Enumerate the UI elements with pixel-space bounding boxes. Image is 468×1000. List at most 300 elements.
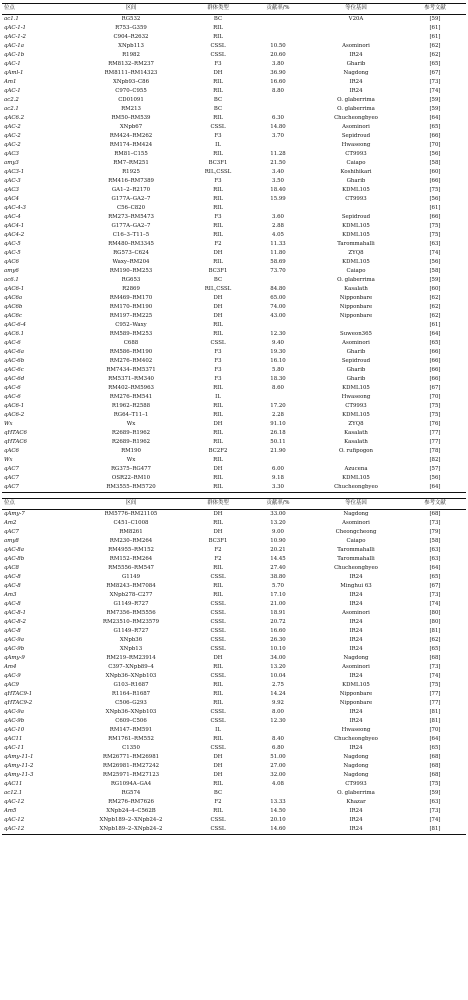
cell-allele: Azucena — [344, 465, 368, 472]
cell-locus: qAC11 — [4, 735, 23, 742]
cell-locus: qHTAC6 — [4, 438, 27, 445]
cell-population-type: RIL — [213, 429, 223, 436]
cell-allele: Hwaseong — [341, 726, 371, 733]
cell-allele: Sepidroud — [341, 213, 371, 220]
table-body — [2, 15, 466, 493]
cell-interval: RM152–RM264 — [109, 555, 153, 562]
cell-interval: OSR22–RM10 — [111, 474, 151, 481]
cell-population-type: DH — [213, 249, 223, 256]
table-row — [2, 564, 466, 573]
table-row — [2, 762, 466, 771]
cell-reference: [74] — [429, 600, 441, 607]
cell-locus: qAC-6 — [4, 384, 21, 391]
cell-interval: R2689–R1962 — [111, 429, 151, 436]
table-row — [2, 159, 466, 168]
cell-interval: XNpb36–XNpb103 — [105, 672, 157, 679]
cell-interval: XNpb36 — [119, 636, 143, 643]
cell-population-type: CSSL — [210, 708, 226, 715]
cell-contribution-rate: 9.40 — [271, 339, 284, 346]
cell-locus: qAC-5 — [4, 249, 21, 256]
cell-locus: qAC-2 — [4, 141, 21, 148]
cell-allele: Caiapo — [346, 537, 366, 544]
cell-locus: qAC-9b — [4, 717, 25, 724]
cell-population-type: F3 — [214, 348, 222, 355]
cell-interval: RG64–T11–1 — [113, 411, 149, 418]
qtl-table-part-1 — [2, 3, 466, 493]
cell-allele: Gharib — [346, 366, 366, 373]
cell-locus: qAC-6c — [4, 366, 24, 373]
cell-locus: qAC6a — [4, 294, 23, 301]
cell-population-type: RIL — [213, 663, 223, 670]
table-row — [2, 780, 466, 789]
table-row — [2, 519, 466, 528]
cell-interval: R1982 — [122, 51, 140, 58]
table-row — [2, 555, 466, 564]
cell-contribution-rate — [248, 276, 308, 285]
cell-interval: C904–R2632 — [113, 33, 149, 40]
cell-reference: [75] — [429, 402, 441, 409]
cell-contribution-rate: 9.92 — [271, 699, 284, 706]
cell-population-type: F3 — [214, 177, 222, 184]
cell-interval: G1149 — [121, 573, 141, 580]
cell-interval: RM147–RM591 — [109, 726, 153, 733]
cell-population-type: DH — [213, 420, 223, 427]
cell-interval: RM190–RM253 — [109, 267, 153, 274]
cell-population-type: RIL — [213, 699, 223, 706]
cell-interval: R1164–R1687 — [111, 690, 151, 697]
cell-interval: RM416–RM7389 — [108, 177, 154, 184]
cell-reference: [75] — [429, 231, 441, 238]
table-row — [2, 636, 466, 645]
cell-allele: IR24 — [349, 672, 363, 679]
cell-population-type: RIL — [213, 330, 223, 337]
cell-interval: R2689–R1962 — [111, 438, 151, 445]
cell-reference: [79] — [429, 528, 441, 535]
cell-locus: qAC6b — [4, 303, 23, 310]
cell-contribution-rate: 11.80 — [270, 249, 286, 256]
cell-contribution-rate: 58.69 — [270, 258, 286, 265]
cell-contribution-rate: 5.80 — [271, 366, 284, 373]
cell-locus: qHTAC9-1 — [4, 690, 33, 697]
cell-contribution-rate: 33.00 — [270, 510, 286, 517]
cell-reference: [62] — [429, 294, 441, 301]
cell-contribution-rate: 27.40 — [270, 564, 286, 571]
cell-allele: Tarommahalli — [337, 546, 375, 553]
cell-allele: IR24 — [349, 645, 363, 652]
cell-locus: Am5 — [4, 807, 17, 814]
cell-locus: Wx — [4, 420, 13, 427]
cell-interval: RG375–RG477 — [110, 465, 151, 472]
cell-reference: [75] — [429, 780, 441, 787]
cell-population-type: RIL — [213, 519, 223, 526]
table-row — [2, 267, 466, 276]
header-allele: 等位基因 — [345, 5, 367, 12]
cell-reference: [67] — [429, 582, 441, 589]
table-row — [2, 312, 466, 321]
cell-reference: [62] — [429, 51, 441, 58]
cell-locus: qAC3-1 — [4, 168, 25, 175]
cell-contribution-rate: 19.30 — [270, 348, 286, 355]
cell-interval: RM81–C155 — [114, 150, 148, 157]
cell-population-type: DH — [213, 654, 223, 661]
table-row — [2, 420, 466, 429]
cell-population-type: CSSL — [210, 717, 226, 724]
table-row — [2, 726, 466, 735]
cell-allele: Gharib — [346, 60, 366, 67]
cell-reference: [56] — [429, 474, 441, 481]
cell-interval: RM190 — [121, 447, 141, 454]
cell-contribution-rate — [248, 141, 308, 150]
cell-allele: Tarommahalli — [337, 555, 375, 562]
cell-allele: Kasalath — [344, 438, 368, 445]
cell-population-type: BC — [213, 276, 223, 283]
cell-contribution-rate: 50.11 — [270, 438, 286, 445]
cell-reference: [64] — [429, 483, 441, 490]
cell-allele: Hwaseong — [341, 141, 371, 148]
table-row — [2, 537, 466, 546]
table-row — [2, 825, 466, 835]
cell-contribution-rate: 8.00 — [271, 708, 284, 715]
cell-contribution-rate: 43.00 — [270, 312, 286, 319]
table-row — [2, 699, 466, 708]
cell-reference: [76] — [429, 420, 441, 427]
table-row — [2, 42, 466, 51]
cell-reference: [65] — [429, 60, 441, 67]
cell-interval: R1962–R2588 — [111, 402, 151, 409]
cell-allele: Asominori — [342, 663, 370, 670]
cell-contribution-rate: 14.80 — [270, 123, 286, 130]
cell-locus: Am3 — [4, 591, 17, 598]
table-row — [2, 456, 466, 465]
cell-contribution-rate: 6.80 — [271, 744, 284, 751]
cell-allele: Gharib — [346, 348, 366, 355]
cell-population-type: RIL — [213, 87, 223, 94]
cell-locus: qAC6-2 — [4, 411, 25, 418]
cell-allele: IR24 — [349, 717, 363, 724]
table-row — [2, 663, 466, 672]
table-header — [2, 499, 466, 510]
cell-interval: G177A–GA2–7 — [111, 222, 151, 229]
cell-contribution-rate: 11.28 — [270, 150, 286, 157]
cell-contribution-rate — [248, 105, 308, 114]
cell-interval: RM8132–RM237 — [108, 60, 154, 67]
cell-locus: qAC6.2 — [4, 114, 25, 121]
cell-population-type: RIL — [213, 384, 223, 391]
cell-locus: qAC4-1 — [4, 222, 25, 229]
cell-contribution-rate: 10.50 — [270, 42, 286, 49]
cell-contribution-rate: 15.99 — [270, 195, 286, 202]
cell-allele: IR24 — [349, 708, 363, 715]
cell-locus: qAC-1 — [4, 60, 21, 67]
cell-contribution-rate: 10.10 — [270, 645, 286, 652]
table-row — [2, 591, 466, 600]
cell-allele: Nipponbare — [339, 690, 373, 697]
cell-locus: qAC-4-3 — [4, 204, 26, 211]
cell-reference: [74] — [429, 87, 441, 94]
cell-contribution-rate: 14.24 — [270, 690, 286, 697]
cell-population-type: IL — [215, 726, 221, 733]
cell-reference: [78] — [429, 447, 441, 454]
cell-locus: qAC7 — [4, 528, 19, 535]
table-row — [2, 393, 466, 402]
cell-allele: O. glaberrima — [337, 276, 375, 283]
cell-allele: Asominori — [342, 123, 370, 130]
cell-contribution-rate: 6.00 — [271, 465, 284, 472]
cell-interval: G177A–GA2–7 — [111, 195, 151, 202]
cell-contribution-rate — [248, 204, 308, 213]
cell-reference: [70] — [429, 726, 441, 733]
cell-allele: KDML105 — [342, 681, 370, 688]
cell-population-type: RIL — [213, 24, 223, 31]
header-locus: 位点 — [4, 500, 15, 507]
cell-interval: R1925 — [122, 168, 140, 175]
cell-population-type: CSSL — [210, 123, 226, 130]
cell-allele: Gharib — [346, 177, 366, 184]
cell-reference: [75] — [429, 222, 441, 229]
cell-interval: XNpb93–C86 — [113, 78, 149, 85]
cell-population-type: RIL — [213, 780, 223, 787]
cell-contribution-rate: 18.40 — [270, 186, 286, 193]
cell-reference: [63] — [429, 546, 441, 553]
cell-allele: KDML105 — [342, 186, 370, 193]
cell-interval: RM23510–RM23579 — [102, 618, 160, 625]
header-locus: 位点 — [4, 5, 15, 12]
cell-locus: qAC-1-1 — [4, 24, 26, 31]
table-row — [2, 195, 466, 204]
cell-population-type: RIL — [213, 681, 223, 688]
cell-locus: qAC-11 — [4, 744, 25, 751]
cell-interval: C506–G293 — [115, 699, 147, 706]
cell-locus: qAmy-11-2 — [4, 762, 34, 769]
table-row — [2, 240, 466, 249]
cell-interval: RM26981–RM27242 — [102, 762, 160, 769]
cell-allele: IR24 — [349, 51, 363, 58]
cell-population-type: DH — [213, 510, 223, 517]
cell-allele: CT9993 — [345, 780, 367, 787]
cell-interval: RM5776–RM21105 — [104, 510, 158, 517]
cell-population-type: BC3F1 — [208, 159, 228, 166]
cell-population-type: RIL — [213, 564, 223, 571]
cell-reference: [63] — [429, 555, 441, 562]
cell-locus: qAC-12 — [4, 816, 25, 823]
cell-allele: V20A — [348, 15, 364, 22]
cell-reference: [82] — [429, 456, 441, 463]
table-row — [2, 348, 466, 357]
cell-contribution-rate: 20.60 — [270, 51, 286, 58]
cell-population-type: CSSL — [210, 672, 226, 679]
cell-interval: RM170–RM190 — [109, 303, 153, 310]
cell-contribution-rate: 3.40 — [271, 168, 284, 175]
cell-population-type: RIL — [213, 474, 223, 481]
cell-reference: [62] — [429, 303, 441, 310]
cell-reference: [58] — [429, 159, 441, 166]
cell-allele: KDML105 — [342, 231, 370, 238]
cell-interval: RG573–C624 — [113, 249, 149, 256]
cell-reference: [60] — [429, 285, 441, 292]
cell-locus: qAC6-1 — [4, 402, 25, 409]
cell-allele: IR24 — [349, 573, 363, 580]
cell-locus: qAC-8 — [4, 573, 21, 580]
header-reference: 参考文献 — [424, 500, 446, 507]
cell-reference: [66] — [429, 348, 441, 355]
cell-contribution-rate — [248, 33, 308, 42]
cell-interval: C970–C955 — [115, 87, 147, 94]
cell-locus: qAC-6d — [4, 375, 25, 382]
cell-contribution-rate: 20.72 — [270, 618, 286, 625]
cell-interval: XNpb113 — [118, 42, 144, 49]
cell-interval: C1350 — [122, 744, 140, 751]
table-row — [2, 438, 466, 447]
cell-contribution-rate: 20.21 — [270, 546, 286, 553]
cell-reference: [65] — [429, 123, 441, 130]
table-header — [2, 4, 466, 15]
cell-locus: qAC8 — [4, 564, 19, 571]
cell-locus: Am1 — [4, 78, 17, 85]
cell-contribution-rate: 12.30 — [270, 717, 286, 724]
cell-interval: XNpb24–4–C562B — [106, 807, 156, 814]
cell-interval: RM197–RM225 — [109, 312, 153, 319]
cell-interval: RG653 — [121, 276, 141, 283]
table-row — [2, 231, 466, 240]
cell-interval: RM273–RM5473 — [108, 213, 154, 220]
table-row — [2, 609, 466, 618]
cell-allele: IR24 — [349, 807, 363, 814]
cell-contribution-rate: 5.70 — [271, 582, 284, 589]
cell-reference: [61] — [429, 204, 441, 211]
cell-contribution-rate: 10.90 — [270, 537, 286, 544]
cell-locus: qAC-1a — [4, 42, 24, 49]
cell-locus: qAC-1b — [4, 51, 25, 58]
cell-population-type: RIL — [213, 411, 223, 418]
cell-allele: Nipponbare — [339, 294, 373, 301]
cell-population-type: CSSL — [210, 573, 226, 580]
cell-population-type: BC3F1 — [208, 267, 228, 274]
cell-reference: [65] — [429, 339, 441, 346]
cell-interval: RG532 — [121, 15, 141, 22]
cell-reference: [66] — [429, 357, 441, 364]
cell-contribution-rate: 3.30 — [271, 483, 284, 490]
cell-population-type: DH — [213, 753, 223, 760]
cell-allele: Caiapo — [346, 159, 366, 166]
cell-locus: qAC-5 — [4, 240, 21, 247]
table-row — [2, 321, 466, 330]
cell-contribution-rate: 21.90 — [270, 447, 286, 454]
cell-locus: qAC-8b — [4, 555, 25, 562]
cell-allele: Khazar — [346, 798, 366, 805]
table-row — [2, 681, 466, 690]
cell-contribution-rate — [248, 24, 308, 33]
cell-population-type: F3 — [214, 213, 222, 220]
cell-allele: Chucheongbyeo — [334, 735, 378, 742]
table-row — [2, 366, 466, 375]
cell-interval: RM230–RM264 — [109, 537, 153, 544]
cell-allele: IR24 — [349, 825, 363, 832]
cell-allele: O. glaberrima — [337, 789, 375, 796]
cell-interval: C16–3–T11–5 — [112, 231, 150, 238]
table-row — [2, 528, 466, 537]
cell-allele: Tarommahalli — [337, 240, 375, 247]
cell-population-type: RIL — [213, 321, 223, 328]
cell-reference: [64] — [429, 114, 441, 121]
cell-population-type: RIL — [213, 195, 223, 202]
table-row — [2, 150, 466, 159]
cell-contribution-rate: 3.50 — [271, 177, 284, 184]
cell-allele: O. glaberrima — [337, 105, 375, 112]
cell-population-type: RIL — [213, 591, 223, 598]
cell-interval: RM25971–RM27123 — [102, 771, 160, 778]
cell-interval: RM586–RM190 — [109, 348, 153, 355]
cell-contribution-rate: 13.20 — [270, 663, 286, 670]
cell-locus: amy3 — [4, 159, 19, 166]
cell-allele: KDML105 — [342, 411, 370, 418]
table-row — [2, 78, 466, 87]
cell-locus: qAC6c — [4, 312, 22, 319]
cell-population-type: IL — [215, 141, 221, 148]
table-row — [2, 429, 466, 438]
cell-contribution-rate: 3.70 — [271, 132, 284, 139]
cell-population-type: RIL — [213, 483, 223, 490]
cell-allele: CT9993 — [345, 150, 367, 157]
cell-population-type: RIL,CSSL — [204, 168, 232, 175]
cell-interval: C56–C820 — [116, 204, 146, 211]
cell-population-type: CSSL — [210, 609, 226, 616]
cell-allele: ZYQ8 — [348, 420, 364, 427]
table-row — [2, 789, 466, 798]
cell-contribution-rate — [248, 456, 308, 465]
cell-reference: [59] — [429, 105, 441, 112]
cell-locus: qAC-6-4 — [4, 321, 26, 328]
cell-population-type: RIL — [213, 186, 223, 193]
table-row — [2, 303, 466, 312]
cell-locus: qAC-6 — [4, 393, 21, 400]
cell-contribution-rate: 84.80 — [270, 285, 286, 292]
cell-contribution-rate: 21.00 — [270, 600, 286, 607]
cell-allele: Hwaseong — [341, 393, 371, 400]
cell-locus: qAC-8a — [4, 546, 24, 553]
cell-contribution-rate: 9.18 — [271, 474, 284, 481]
cell-interval: RM7434–RM5371 — [106, 366, 156, 373]
cell-reference: [58] — [429, 537, 441, 544]
cell-reference: [62] — [429, 42, 441, 49]
cell-contribution-rate: 14.60 — [270, 825, 286, 832]
cell-population-type: RIL — [213, 204, 223, 211]
cell-interval: R753–G359 — [115, 24, 147, 31]
table-row — [2, 87, 466, 96]
cell-locus: qAC-3 — [4, 177, 21, 184]
cell-contribution-rate — [248, 321, 308, 330]
cell-locus: qAC-10 — [4, 726, 25, 733]
cell-allele: CT9993 — [345, 402, 367, 409]
cell-contribution-rate: 27.00 — [270, 762, 286, 769]
cell-population-type: RIL — [213, 807, 223, 814]
cell-population-type: RIL — [213, 582, 223, 589]
cell-interval: RM4955–RM152 — [108, 546, 154, 553]
cell-interval: RM8243–RM7084 — [106, 582, 156, 589]
cell-allele: Nagdong — [343, 771, 369, 778]
cell-allele: Nagdong — [343, 654, 369, 661]
cell-population-type: CSSL — [210, 645, 226, 652]
cell-locus: qAmy-11-3 — [4, 771, 34, 778]
cell-allele: IR24 — [349, 816, 363, 823]
table-row — [2, 132, 466, 141]
cell-population-type: F2 — [214, 546, 222, 553]
cell-population-type: F3 — [214, 357, 222, 364]
cell-interval: C451–C1008 — [113, 519, 149, 526]
cell-interval: C609–C506 — [115, 717, 147, 724]
cell-interval: XNpb13 — [119, 645, 143, 652]
cell-allele: IR24 — [349, 636, 363, 643]
cell-locus: qAC7 — [4, 465, 19, 472]
